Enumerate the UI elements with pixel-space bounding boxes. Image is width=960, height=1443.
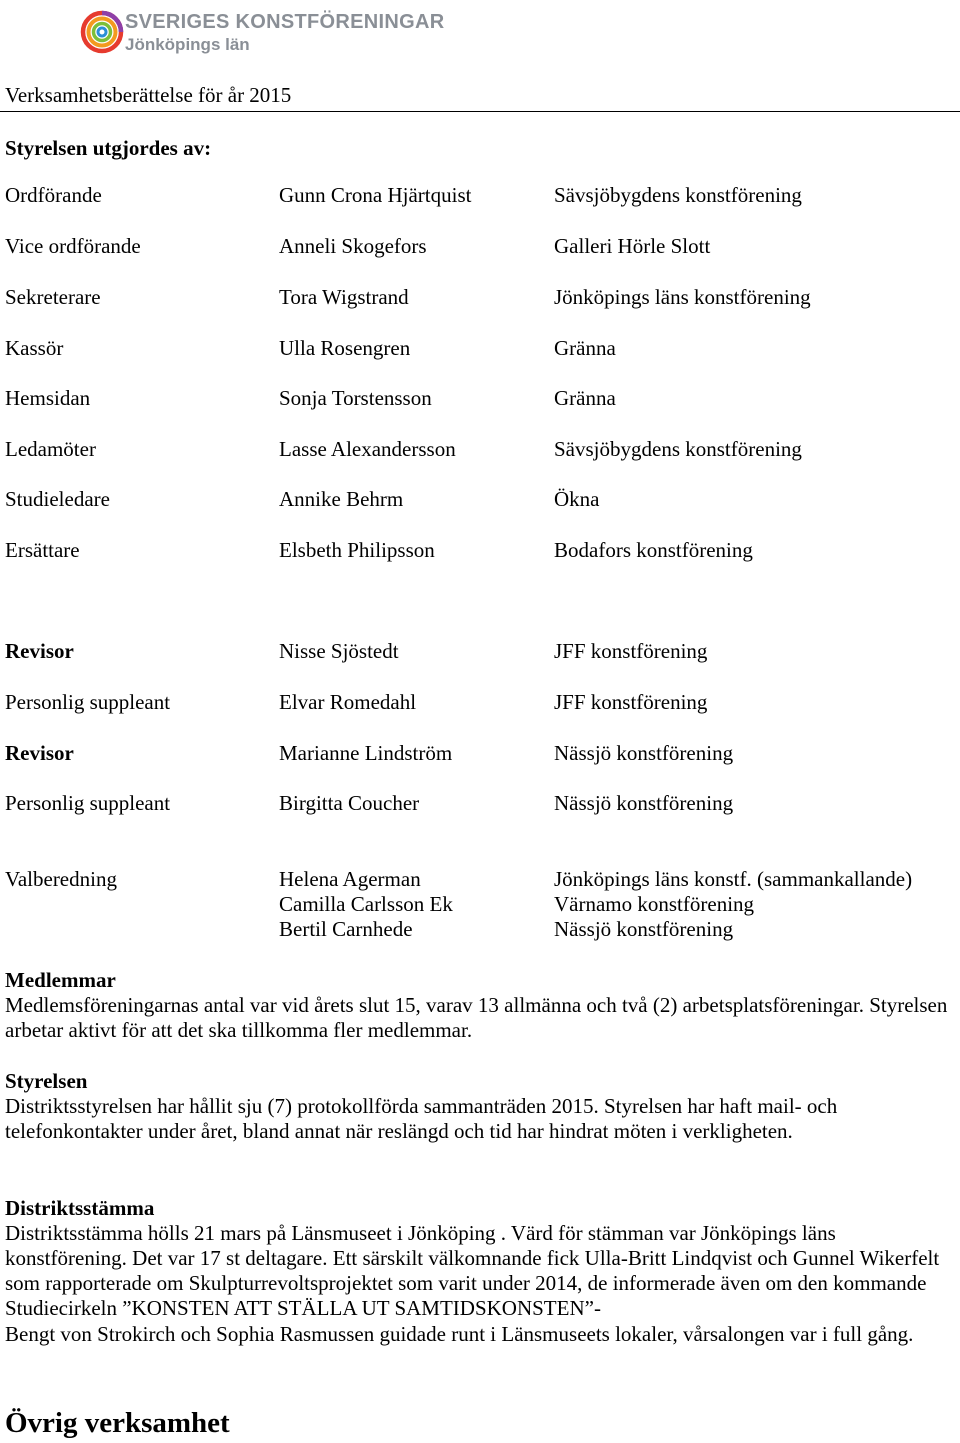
auditor-org: JFF konstförening — [554, 690, 708, 714]
district-meeting-paragraph-2: Bengt von Strokirch och Sophia Rasmussen guidade runt i Länsmuseets lokaler, vårsalongen var i full gång. — [5, 1322, 914, 1346]
auditor-org: Nässjö konstförening — [554, 791, 734, 815]
logo — [80, 6, 445, 56]
auditor-role: Revisor — [5, 639, 74, 663]
district-meeting-paragraph: Distriktsstämma hölls 21 mars på Länsmuseet i Jönköping . Värd för stämman var Jönköpings läns konstförening. Det var 17 st deltagare. Ett särskilt välkomnande fick Ulla-Britt Lindqvist och Gunnel Wikerfelt som rapporterade om Skulpturrevoltsprojektet som varit under 2014, de informerade även om den kommande Studiecirkeln ”KONSTEN ATT STÄLLA UT SAMTIDSKONSTEN”- — [5, 1221, 940, 1320]
other-activities-heading: Övrig verksamhet — [5, 1407, 230, 1439]
nomination-name: Helena Agerman — [279, 867, 421, 891]
title-divider — [0, 111, 960, 112]
board-role: Ledamöter — [5, 437, 96, 461]
board-org: Sävsjöbygdens konstförening — [554, 183, 802, 207]
auditor-role: Personlig suppleant — [5, 690, 171, 714]
report-title: Verksamhetsberättelse för år 2015 — [5, 83, 292, 107]
board-role: Vice ordförande — [5, 234, 141, 258]
nomination-name: Camilla Carlsson Ek — [279, 892, 453, 916]
nomination-org: Nässjö konstförening — [554, 917, 734, 941]
board-role: Hemsidan — [5, 386, 91, 410]
board-org: Sävsjöbygdens konstförening — [554, 437, 802, 461]
board-org: Gränna — [554, 386, 616, 410]
board-name: Ulla Rosengren — [279, 336, 411, 360]
auditor-name: Nisse Sjöstedt — [279, 639, 399, 663]
auditor-name: Elvar Romedahl — [279, 690, 417, 714]
board-role: Kassör — [5, 336, 64, 360]
board-org: Galleri Hörle Slott — [554, 234, 711, 258]
auditor-name: Birgitta Coucher — [279, 791, 420, 815]
logo-spiral-icon — [80, 8, 124, 56]
board-org: Jönköpings läns konstförening — [554, 285, 811, 309]
board-role: Ersättare — [5, 538, 80, 562]
auditor-org: Nässjö konstförening — [554, 741, 734, 765]
board-name: Annike Behrm — [279, 487, 404, 511]
board-org: Ökna — [554, 487, 600, 511]
board-section-paragraph: Distriktsstyrelsen har hållit sju (7) protokollförda sammanträden 2015. Styrelsen har haft mail- och telefonkontakter under året, bland annat när reslängd och tid har hindrat möten i verkligheten. — [5, 1094, 838, 1143]
board-name: Elsbeth Philipsson — [279, 538, 435, 562]
nomination-role: Valberedning — [5, 867, 117, 891]
board-section-heading: Styrelsen — [5, 1069, 88, 1093]
auditor-name: Marianne Lindström — [279, 741, 453, 765]
nomination-name: Bertil Carnhede — [279, 917, 413, 941]
district-meeting-heading: Distriktsstämma — [5, 1196, 155, 1220]
board-heading: Styrelsen utgjordes av: — [5, 136, 212, 160]
board-name: Sonja Torstensson — [279, 386, 432, 410]
board-name: Lasse Alexandersson — [279, 437, 456, 461]
auditor-role: Personlig suppleant — [5, 791, 171, 815]
logo-line-2: Jönköpings län — [125, 35, 250, 54]
board-name: Anneli Skogefors — [279, 234, 427, 258]
board-org: Bodafors konstförening — [554, 538, 753, 562]
board-org: Gränna — [554, 336, 616, 360]
members-heading: Medlemmar — [5, 968, 116, 992]
nomination-org: Jönköpings läns konstf. (sammankallande) — [554, 867, 913, 891]
board-role: Studieledare — [5, 487, 110, 511]
members-paragraph: Medlemsföreningarnas antal var vid årets slut 15, varav 13 allmänna och två (2) arbetsplatsföreningar. Styrelsen arbetar aktivt för att det ska tillkomma fler medlemmar. — [5, 993, 948, 1042]
board-role: Sekreterare — [5, 285, 101, 309]
logo-line-1: SVERIGES KONSTFÖRENINGAR — [125, 11, 445, 33]
board-role: Ordförande — [5, 183, 102, 207]
board-name: Tora Wigstrand — [279, 285, 409, 309]
board-name: Gunn Crona Hjärtquist — [279, 183, 472, 207]
nomination-org: Värnamo konstförening — [554, 892, 755, 916]
auditor-role: Revisor — [5, 741, 74, 765]
auditor-org: JFF konstförening — [554, 639, 708, 663]
